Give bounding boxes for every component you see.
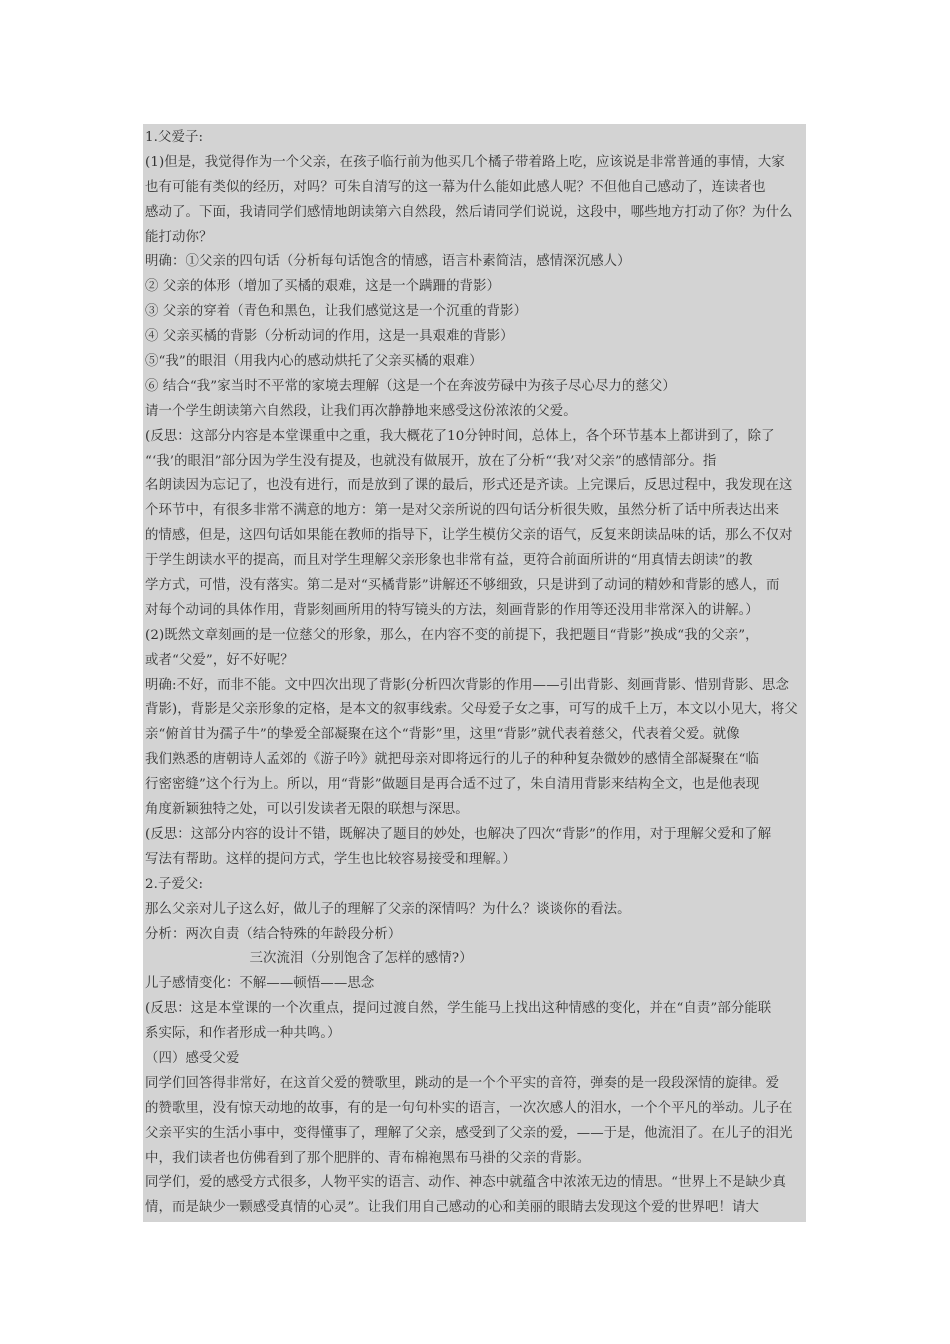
- text-line: 明确:不好，而非不能。文中四次出现了背影(分析四次背影的作用——引出背影、刻画背影、惜别背影、思念: [145, 677, 789, 693]
- text-block: [143, 124, 806, 1222]
- text-line: 于学生朗读水平的提高，而且对学生理解父亲形象也非常有益，更符合前面所讲的“用真情去朗读”的教: [145, 553, 753, 569]
- text-line: 名朗读因为忘记了，也没有进行，而是放到了课的最后，形式还是齐读。上完课后，反思过程中，我发现在这: [145, 478, 793, 494]
- text-line: 或者“父爱”，好不好呢？: [145, 652, 294, 668]
- text-line: 角度新颖独特之处，可以引发读者无限的联想与深思。: [145, 802, 469, 818]
- text-line: 亲“俯首甘为孺子牛”的挚爱全部凝聚在这个“背影”里，这里“背影”就代表着慈父，代表着父爱。就像: [145, 727, 740, 743]
- text-line: 同学们，爱的感受方式很多，人物平实的语言、动作、神态中就蕴含中浓浓无边的情思。“世界上不是缺少真: [145, 1175, 787, 1191]
- text-line: (1)但是，我觉得作为一个父亲，在孩子临行前为他买几个橘子带着路上吃，应该说是非常普通的事情，大家: [145, 154, 785, 170]
- text-line: 中，我们读者也仿佛看到了那个肥胖的、青布棉袍黑布马褂的父亲的背影。: [145, 1150, 591, 1166]
- text-line: 写法有帮助。这样的提问方式，学生也比较容易接受和理解。）: [145, 851, 517, 867]
- text-line: (2)既然文章刻画的是一位慈父的形象，那么，在内容不变的前提下，我把题目“背影”换成“我的父亲”，: [145, 627, 759, 643]
- text-line: 系实际，和作者形成一种共鸣。）: [145, 1026, 341, 1042]
- text-line: 父亲平实的生活小事中，变得懂事了，理解了父亲，感受到了父亲的爱，——于是，他流泪了。在儿子的泪光: [145, 1125, 793, 1141]
- text-line: 1.父爱子:: [145, 130, 204, 145]
- text-line: 行密密缝”这个行为上。所以，用“背影”做题目是再合适不过了，朱自清用背影来结构全文，也是他表现: [145, 777, 760, 793]
- text-line: “‘我’的眼泪”部分因为学生没有提及，也就没有做展开，放在了分析“‘我’对父亲”的感情部分。指: [145, 453, 717, 469]
- text-line: 分析：两次自责（结合特殊的年龄段分析）: [145, 926, 402, 942]
- text-line: 同学们回答得非常好，在这首父爱的赞歌里，跳动的是一个个平实的音符，弹奏的是一段段深情的旋律。爱: [145, 1075, 780, 1091]
- text-line: 那么父亲对儿子这么好，做儿子的理解了父亲的深情吗？为什么？谈谈你的看法。: [145, 901, 631, 917]
- text-line: 学方式，可惜，没有落实。第二是对“买橘背影”讲解还不够细致，只是讲到了动词的精妙和背影的感人，而: [145, 578, 780, 594]
- text-line: 三次流泪（分别饱含了怎样的感情?）: [145, 951, 473, 967]
- text-line: ⑥ 结合“我”家当时不平常的家境去理解（这是一个在奔波劳碌中为孩子尽心尽力的慈父）: [145, 378, 676, 394]
- text-line: 的赞歌里，没有惊天动地的故事，有的是一句句朴实的语言，一次次感人的泪水，一个个平凡的举动。儿子在: [145, 1100, 793, 1116]
- text-line: 背影)，背影是父亲形象的定格，是本文的叙事线索。父母爱子女之事，可写的成千上万，本文以小见大，将父: [145, 702, 798, 718]
- text-line: 我们熟悉的唐朝诗人孟郊的《游子吟》就把母亲对即将远行的儿子的种种复杂微妙的感情全部凝聚在“临: [145, 752, 760, 768]
- text-line: 能打动你？: [145, 229, 213, 245]
- text-line: 明确：①父亲的四句话（分析每句话饱含的情感，语言朴素简洁，感情深沉感人）: [145, 254, 631, 270]
- text-line: (反思：这是本堂课的一个次重点，提问过渡自然，学生能马上找出这种情感的变化，并在“自责”部分能联: [145, 1001, 772, 1017]
- text-line: 也有可能有类似的经历，对吗？可朱自清写的这一幕为什么能如此感人呢？不但他自己感动了，连读者也: [145, 179, 766, 195]
- text-line: ⑤“我”的眼泪（用我内心的感动烘托了父亲买橘的艰难）: [145, 354, 483, 370]
- text-line: 的情感，但是，这四句话如果能在教师的指导下，让学生模仿父亲的语气，反复来朗读品味的话，那么不仅对: [145, 528, 793, 544]
- text-line: 对每个动词的具体作用，背影刻画所用的特写镜头的方法，刻画背影的作用等还没用非常深入的讲解。）: [145, 602, 759, 618]
- text-line: 儿子感情变化：不解——顿悟——思念: [145, 976, 375, 992]
- text-line: 感动了。下面，我请同学们感情地朗读第六自然段，然后请同学们说说，这段中，哪些地方打动了你？为什么: [145, 204, 793, 220]
- text-line: 请一个学生朗读第六自然段，让我们再次静静地来感受这份浓浓的父爱。: [145, 403, 577, 419]
- text-line: （四）感受父爱: [145, 1050, 240, 1066]
- text-line: ② 父亲的体形（增加了买橘的艰难，这是一个蹒跚的背影）: [145, 279, 501, 295]
- text-line: ④ 父亲买橘的背影（分析动词的作用，这是一具艰难的背影）: [145, 329, 514, 345]
- text-line: (反思：这部分内容是本堂课重中之重，我大概花了10分钟时间，总体上，各个环节基本上都讲到了，除了: [145, 428, 775, 444]
- text-line: 个环节中，有很多非常不满意的地方：第一是对父亲所说的四句话分析很失败，虽然分析了话中所表达出来: [145, 503, 780, 519]
- text-line: (反思：这部分内容的设计不错，既解决了题目的妙处，也解决了四次“背影”的作用，对于理解父爱和了解: [145, 826, 772, 842]
- text-line: 情，而是缺少一颗感受真情的心灵”。让我们用自己感动的心和美丽的眼睛去发现这个爱的世界吧！请大: [145, 1200, 760, 1216]
- text-line: ③ 父亲的穿着（青色和黑色，让我们感觉这是一个沉重的背影）: [145, 304, 528, 320]
- text-line: 2.子爱父:: [145, 876, 204, 892]
